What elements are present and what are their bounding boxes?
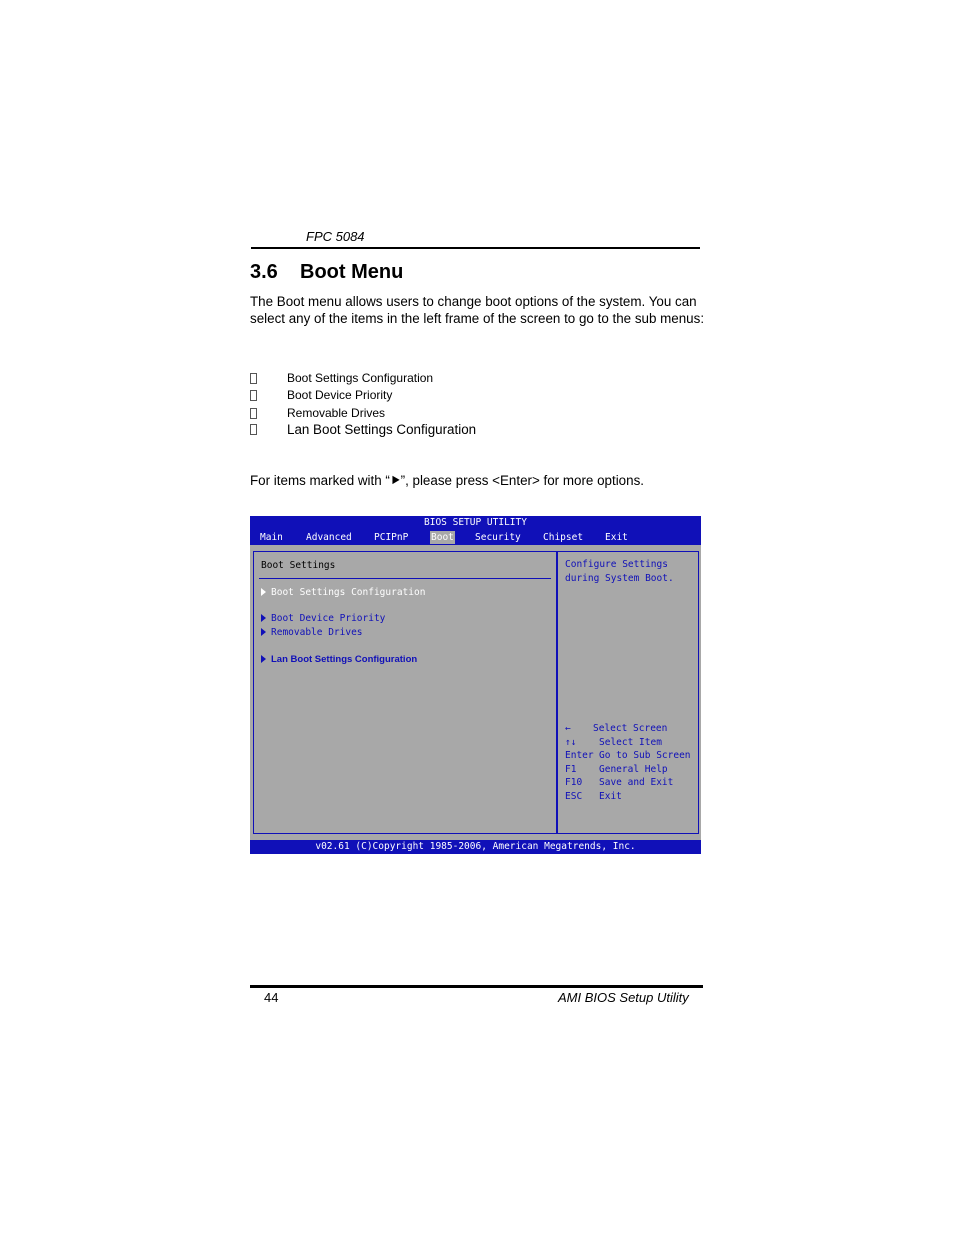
bios-menu-advanced[interactable]: Advanced (306, 532, 352, 543)
bios-screenshot (250, 516, 701, 854)
bullet-text: Lan Boot Settings Configuration (287, 422, 477, 437)
section-number: 3.6 (250, 261, 278, 283)
bullet-text: Boot Device Priority (287, 388, 393, 402)
bios-item-boot-device-priority[interactable] (261, 613, 385, 624)
bullet-mark-icon (250, 390, 257, 401)
bios-key: Enter (565, 750, 594, 761)
bios-copyright: v02.61 (C)Copyright 1985-2006, American Megatrends, Inc. (250, 840, 701, 854)
submenu-arrow-icon (261, 628, 266, 636)
bios-help-line: during System Boot. (565, 572, 674, 584)
bios-item-boot-settings-config[interactable] (261, 587, 425, 598)
bios-item-label: Boot Settings Configuration (271, 587, 426, 598)
bios-title: BIOS SETUP UTILITY (250, 516, 701, 529)
bios-key: ↑↓ (565, 736, 577, 748)
bios-key-desc: Save and Exit (599, 777, 674, 788)
bios-menu-main[interactable]: Main (260, 532, 283, 543)
bios-help-panel (556, 551, 699, 834)
bios-key-desc: General Help (599, 763, 668, 775)
bios-menu-exit[interactable]: Exit (605, 532, 628, 543)
note-text-before: For items marked with “ (250, 473, 390, 488)
note-paragraph (250, 473, 644, 489)
bullet-text: Boot Settings Configuration (287, 371, 434, 385)
bios-item-label: Lan Boot Settings Configuration (271, 654, 418, 665)
submenu-arrow-icon (261, 655, 266, 663)
bios-item-removable-drives[interactable] (261, 627, 363, 638)
footer-title: AMI BIOS Setup Utility (558, 990, 689, 1005)
bios-key: F10 (565, 777, 583, 788)
bios-key: ESC (565, 790, 583, 802)
bullet-mark-icon (250, 424, 257, 435)
bios-key: ← (565, 723, 571, 734)
bullet-mark-icon (250, 373, 257, 384)
submenu-arrow-icon: ⯈ (389, 473, 401, 488)
section-heading (250, 261, 403, 284)
bios-key: F1 (565, 763, 577, 775)
header-rule (251, 247, 700, 249)
bios-key-desc: Select Screen (593, 723, 668, 734)
note-text-after: ”, please press <Enter> for more options. (400, 473, 644, 488)
page-number: 44 (264, 990, 279, 1005)
bios-key-desc: Select Item (599, 736, 662, 748)
bios-item-lan-boot-settings[interactable] (261, 654, 417, 665)
bios-left-panel (253, 551, 558, 834)
bios-menu-security[interactable]: Security (475, 532, 521, 543)
section-title: Boot Menu (300, 261, 404, 283)
bios-panel-rule (259, 578, 551, 579)
submenu-arrow-icon (261, 614, 266, 622)
bios-key-desc: Go to Sub Screen (599, 750, 691, 761)
header-product-name: FPC 5084 (306, 229, 365, 244)
bios-key-desc: Exit (599, 790, 622, 802)
bios-item-label: Removable Drives (271, 627, 363, 638)
bios-menu-chipset[interactable]: Chipset (543, 532, 584, 543)
submenu-arrow-icon (261, 588, 266, 596)
bios-help-line: Configure Settings (565, 559, 668, 570)
bullet-mark-icon (250, 408, 257, 419)
bios-menu-boot[interactable]: Boot (431, 532, 454, 543)
bullet-text: Removable Drives (287, 406, 386, 420)
bios-help-text (565, 558, 674, 585)
bios-menu-bar (250, 529, 701, 545)
bios-panel-title: Boot Settings (261, 560, 336, 571)
bios-item-label: Boot Device Priority (271, 613, 386, 624)
footer-rule (250, 985, 703, 988)
bios-menu-pcipnp[interactable]: PCIPnP (374, 532, 409, 543)
intro-paragraph: The Boot menu allows users to change boot options of the system. You can select any of the items in the left frame of the screen to go to the sub menus: (250, 294, 705, 327)
